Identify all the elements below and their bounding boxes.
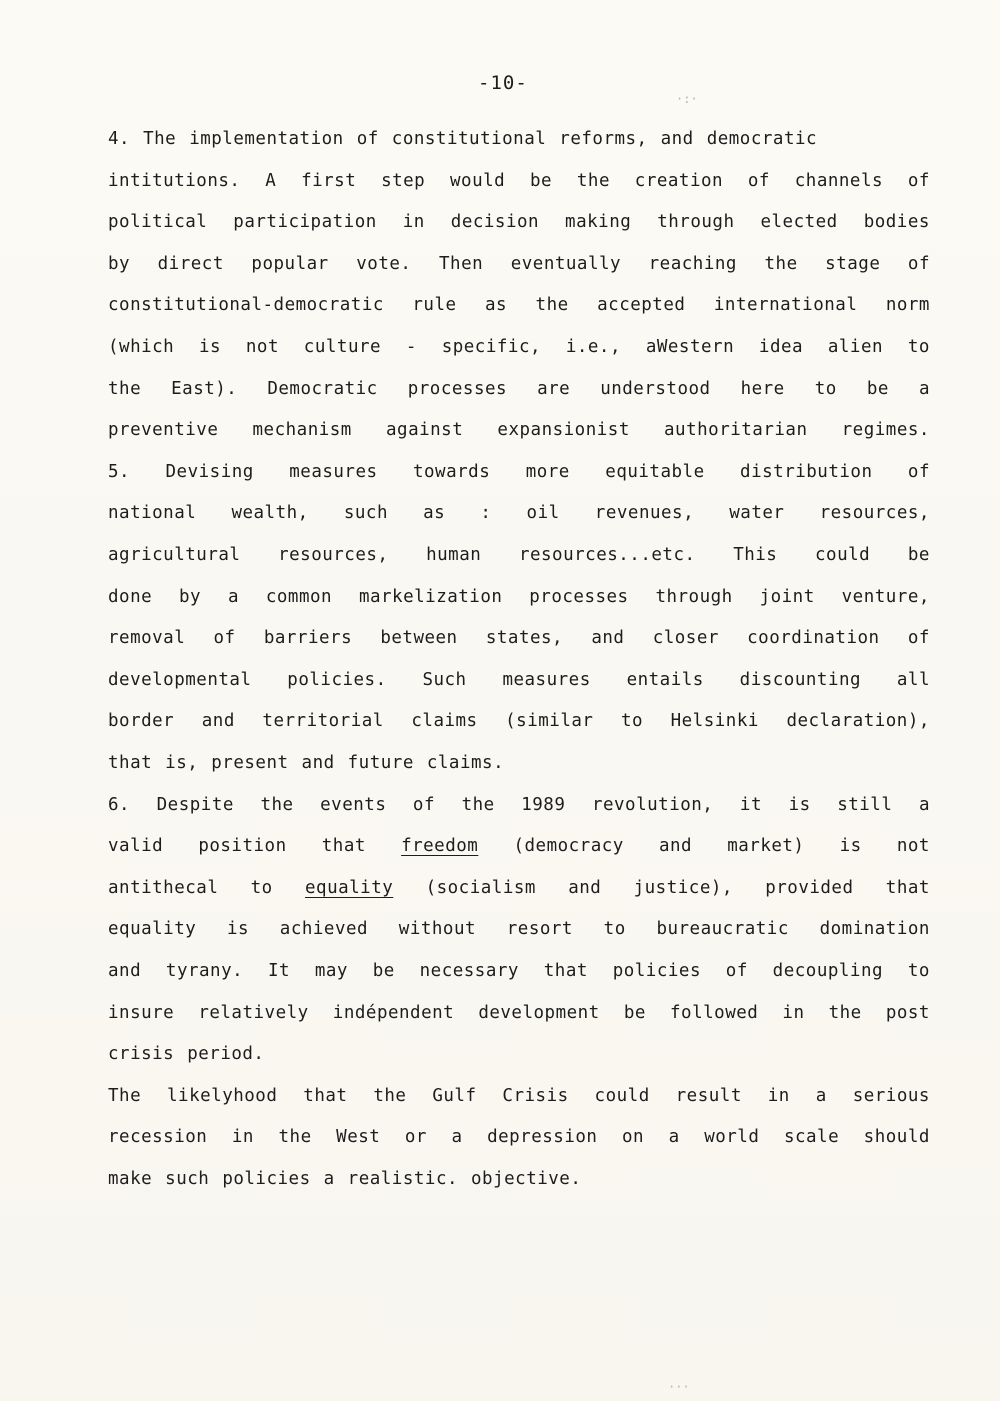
word: the xyxy=(108,379,142,399)
word: Devising xyxy=(165,462,254,482)
word: and xyxy=(568,878,602,898)
scan-smudge: ··· xyxy=(668,1380,690,1394)
word: expansionist xyxy=(497,420,630,440)
text-line xyxy=(108,170,930,192)
word: market) xyxy=(727,836,805,856)
word: making xyxy=(565,212,632,232)
word: specific, xyxy=(441,337,542,357)
word: resources, xyxy=(819,503,930,523)
word: Such xyxy=(422,670,467,690)
word: human xyxy=(426,545,482,565)
word: the xyxy=(576,171,610,191)
word: through xyxy=(657,212,735,232)
word: resources...etc. xyxy=(518,545,696,565)
word: would xyxy=(450,171,506,191)
word: developmental xyxy=(108,670,252,690)
word: and xyxy=(108,961,142,981)
word: alien xyxy=(827,337,884,357)
word: here xyxy=(740,379,785,399)
word: It xyxy=(267,961,291,981)
word: border xyxy=(108,711,175,731)
text-line xyxy=(108,461,930,483)
word: authoritarian xyxy=(664,420,808,440)
word: 4. xyxy=(108,129,131,149)
word: may xyxy=(314,961,348,981)
word: (socialism xyxy=(425,878,536,898)
word: be xyxy=(866,379,889,399)
word: i.e., xyxy=(565,337,622,357)
word: Helsinki xyxy=(670,711,759,731)
word: be xyxy=(623,1003,646,1023)
word: be xyxy=(530,171,553,191)
word: serious xyxy=(852,1086,930,1106)
text-line xyxy=(108,336,930,358)
word: barriers xyxy=(263,628,353,648)
word: creation xyxy=(634,171,724,191)
word: provided xyxy=(765,878,854,898)
text-line xyxy=(108,419,930,441)
word: a xyxy=(918,795,930,815)
word: international xyxy=(713,295,858,315)
word: through xyxy=(655,587,733,607)
text-line xyxy=(108,1085,930,1107)
word: of xyxy=(356,129,379,149)
word: without xyxy=(398,919,477,939)
word: This xyxy=(733,545,778,565)
word: The xyxy=(143,129,177,149)
word: mechanism xyxy=(252,420,352,440)
word: against xyxy=(386,420,464,440)
word: oil xyxy=(526,503,560,523)
word: is xyxy=(199,337,222,357)
word: antithecal xyxy=(108,878,219,898)
text-line xyxy=(108,128,930,150)
word: by xyxy=(108,254,131,274)
word: a xyxy=(227,587,239,607)
text-line xyxy=(108,835,930,857)
word: 1989 xyxy=(521,795,566,815)
word: that xyxy=(321,836,366,856)
word: not xyxy=(896,836,930,856)
word: vote. xyxy=(356,254,412,274)
word: first xyxy=(301,171,357,191)
word: on xyxy=(621,1127,645,1147)
word: wealth, xyxy=(231,503,309,523)
word: the xyxy=(260,795,294,815)
word: implementation xyxy=(189,129,344,149)
page-number: -10- xyxy=(478,72,528,94)
word: measures xyxy=(502,670,591,690)
word: constitutional-democratic xyxy=(108,295,384,315)
word: revolution, xyxy=(591,795,714,815)
word: realistic. xyxy=(347,1169,459,1189)
word: culture xyxy=(303,337,382,357)
word: of xyxy=(907,171,930,191)
word: direct xyxy=(157,254,224,274)
word: a xyxy=(451,1127,463,1147)
word: policies. xyxy=(287,670,387,690)
word: freedom xyxy=(401,836,479,856)
word: followed xyxy=(670,1003,759,1023)
word: venture, xyxy=(841,587,930,607)
word: insure xyxy=(108,1003,175,1023)
word: to xyxy=(620,711,644,731)
text-line xyxy=(108,294,930,316)
word: world xyxy=(704,1127,760,1147)
word: depression xyxy=(487,1127,598,1147)
word: the xyxy=(278,1127,312,1147)
word: rule xyxy=(412,295,457,315)
word: towards xyxy=(412,462,491,482)
word: as xyxy=(423,503,446,523)
word: idea xyxy=(758,337,804,357)
word: reforms, xyxy=(559,129,648,149)
word: to xyxy=(250,878,273,898)
word: participation xyxy=(233,212,377,232)
word: water xyxy=(729,503,785,523)
word: present xyxy=(211,753,289,773)
word: stage xyxy=(825,254,881,274)
word: decoupling xyxy=(772,961,884,981)
word: equality xyxy=(108,919,197,939)
word: A xyxy=(265,171,277,191)
word: channels xyxy=(794,171,884,191)
word: joint xyxy=(759,587,815,607)
word: West xyxy=(336,1127,381,1147)
word: in xyxy=(231,1127,254,1147)
word: Then xyxy=(439,254,484,274)
word: popular xyxy=(251,254,329,274)
word: by xyxy=(179,587,202,607)
word: Democratic xyxy=(267,379,378,399)
word: domination xyxy=(819,919,930,939)
word: distribution xyxy=(740,462,873,482)
word: measures xyxy=(289,462,378,482)
word: between xyxy=(380,628,458,648)
word: the xyxy=(764,254,798,274)
word: national xyxy=(108,503,197,523)
word: to xyxy=(907,961,930,981)
word: : xyxy=(480,503,492,523)
word: all xyxy=(896,670,930,690)
word: that xyxy=(885,878,930,898)
word: regimes. xyxy=(841,420,930,440)
word: could xyxy=(815,545,871,565)
word: intitutions. xyxy=(108,171,241,191)
word: processes xyxy=(529,587,629,607)
word: should xyxy=(863,1127,930,1147)
text-line xyxy=(108,794,930,816)
word: 5. xyxy=(108,462,131,482)
word: that xyxy=(543,961,588,981)
word: resort xyxy=(506,919,573,939)
word: that xyxy=(108,753,153,773)
text-line xyxy=(108,1043,930,1065)
word: is xyxy=(788,795,811,815)
word: development xyxy=(478,1003,600,1023)
word: the xyxy=(828,1003,862,1023)
word: claims xyxy=(411,711,478,731)
word: position xyxy=(198,836,287,856)
word: of xyxy=(725,961,748,981)
scan-smudge: ·:· xyxy=(676,92,698,106)
word: understood xyxy=(600,379,711,399)
word: crisis xyxy=(108,1044,175,1064)
word: likelyhood xyxy=(167,1086,278,1106)
word: and xyxy=(301,753,335,773)
word: such xyxy=(165,1169,210,1189)
word: policies xyxy=(612,961,701,981)
word: of xyxy=(747,171,770,191)
word: processes xyxy=(407,379,508,399)
text-line xyxy=(108,960,930,982)
word: and xyxy=(660,129,694,149)
text-line xyxy=(108,502,930,524)
word: it xyxy=(739,795,762,815)
word: equitable xyxy=(605,462,705,482)
word: 6. xyxy=(108,795,131,815)
word: common xyxy=(265,587,333,607)
word: (similar xyxy=(505,711,594,731)
word: in xyxy=(782,1003,805,1023)
word: aWestern xyxy=(645,337,735,357)
text-line xyxy=(108,1126,930,1148)
text-line xyxy=(108,544,930,566)
word: agricultural xyxy=(108,545,241,565)
word: is xyxy=(227,919,250,939)
word: scale xyxy=(783,1127,840,1147)
word: entails xyxy=(626,670,704,690)
word: eventually xyxy=(510,254,622,274)
text-line xyxy=(108,710,930,732)
word: or xyxy=(404,1127,427,1147)
word: are xyxy=(537,379,571,399)
word: constitutional xyxy=(391,129,547,149)
word: not xyxy=(245,337,279,357)
word: a xyxy=(815,1086,827,1106)
word: as xyxy=(485,295,508,315)
word: Despite xyxy=(156,795,234,815)
word: coordination xyxy=(747,628,880,648)
word: future xyxy=(347,753,414,773)
word: equality xyxy=(305,878,394,898)
word: to xyxy=(814,379,837,399)
word: reaching xyxy=(648,254,737,274)
text-line xyxy=(108,627,930,649)
word: a xyxy=(668,1127,680,1147)
word: The xyxy=(108,1086,142,1106)
word: preventive xyxy=(108,420,219,440)
word: and xyxy=(658,836,693,856)
word: the xyxy=(373,1086,407,1106)
word: recession xyxy=(108,1127,208,1147)
word: declaration), xyxy=(786,711,930,731)
word: justice), xyxy=(633,878,733,898)
word: to xyxy=(907,337,930,357)
word: discounting xyxy=(739,670,862,690)
word: (democracy xyxy=(513,836,624,856)
word: (which xyxy=(108,337,175,357)
word: East). xyxy=(171,379,238,399)
word: of xyxy=(213,628,236,648)
word: could xyxy=(594,1086,650,1106)
word: and xyxy=(591,628,625,648)
word: of xyxy=(907,462,930,482)
word: a xyxy=(323,1169,335,1189)
word: in xyxy=(767,1086,790,1106)
word: objective. xyxy=(471,1169,582,1189)
word: that xyxy=(303,1086,348,1106)
word: in xyxy=(402,212,425,232)
word: of xyxy=(907,254,930,274)
word: a xyxy=(918,379,930,399)
word: states, xyxy=(485,628,564,648)
word: decision xyxy=(450,212,540,232)
word: bureaucratic xyxy=(656,919,789,939)
word: closer xyxy=(652,628,719,648)
word: is, xyxy=(165,753,199,773)
word: the xyxy=(461,795,495,815)
word: be xyxy=(372,961,395,981)
word: relatively xyxy=(198,1003,309,1023)
text-line xyxy=(108,669,930,691)
word: of xyxy=(412,795,435,815)
text-line xyxy=(108,586,930,608)
word: more xyxy=(525,462,570,482)
word: accepted xyxy=(597,295,686,315)
word: to xyxy=(603,919,626,939)
word: resources, xyxy=(278,545,389,565)
word: and xyxy=(201,711,235,731)
text-line xyxy=(108,752,930,774)
word: step xyxy=(381,171,426,191)
word: indépendent xyxy=(332,1003,455,1023)
text-line xyxy=(108,378,930,400)
word: of xyxy=(907,628,930,648)
word: Crisis xyxy=(502,1086,569,1106)
text-line xyxy=(108,211,930,233)
word: tyrany. xyxy=(165,961,244,981)
word: done xyxy=(108,587,153,607)
text-line xyxy=(108,1002,930,1024)
word: events xyxy=(320,795,387,815)
word: markelization xyxy=(358,587,503,607)
word: such xyxy=(343,503,388,523)
word: necessary xyxy=(419,961,519,981)
word: bodies xyxy=(863,212,930,232)
word: is xyxy=(839,836,862,856)
word: norm xyxy=(885,295,930,315)
word: - xyxy=(405,337,417,357)
word: policies xyxy=(222,1169,311,1189)
word: achieved xyxy=(279,919,369,939)
word: removal xyxy=(108,628,186,648)
word: the xyxy=(535,295,569,315)
word: political xyxy=(108,212,208,232)
word: period. xyxy=(187,1044,265,1064)
text-line xyxy=(108,918,930,940)
word: valid xyxy=(108,836,164,856)
word: revenues, xyxy=(594,503,695,523)
word: democratic xyxy=(706,129,818,149)
word: Gulf xyxy=(432,1086,477,1106)
text-line xyxy=(108,1168,930,1190)
word: post xyxy=(885,1003,930,1023)
word: still xyxy=(837,795,893,815)
word: claims. xyxy=(426,753,505,773)
text-line xyxy=(108,253,930,275)
word: make xyxy=(108,1169,153,1189)
word: result xyxy=(675,1086,742,1106)
text-line xyxy=(108,877,930,899)
word: elected xyxy=(760,212,838,232)
word: be xyxy=(907,545,930,565)
word: territorial xyxy=(262,711,384,731)
